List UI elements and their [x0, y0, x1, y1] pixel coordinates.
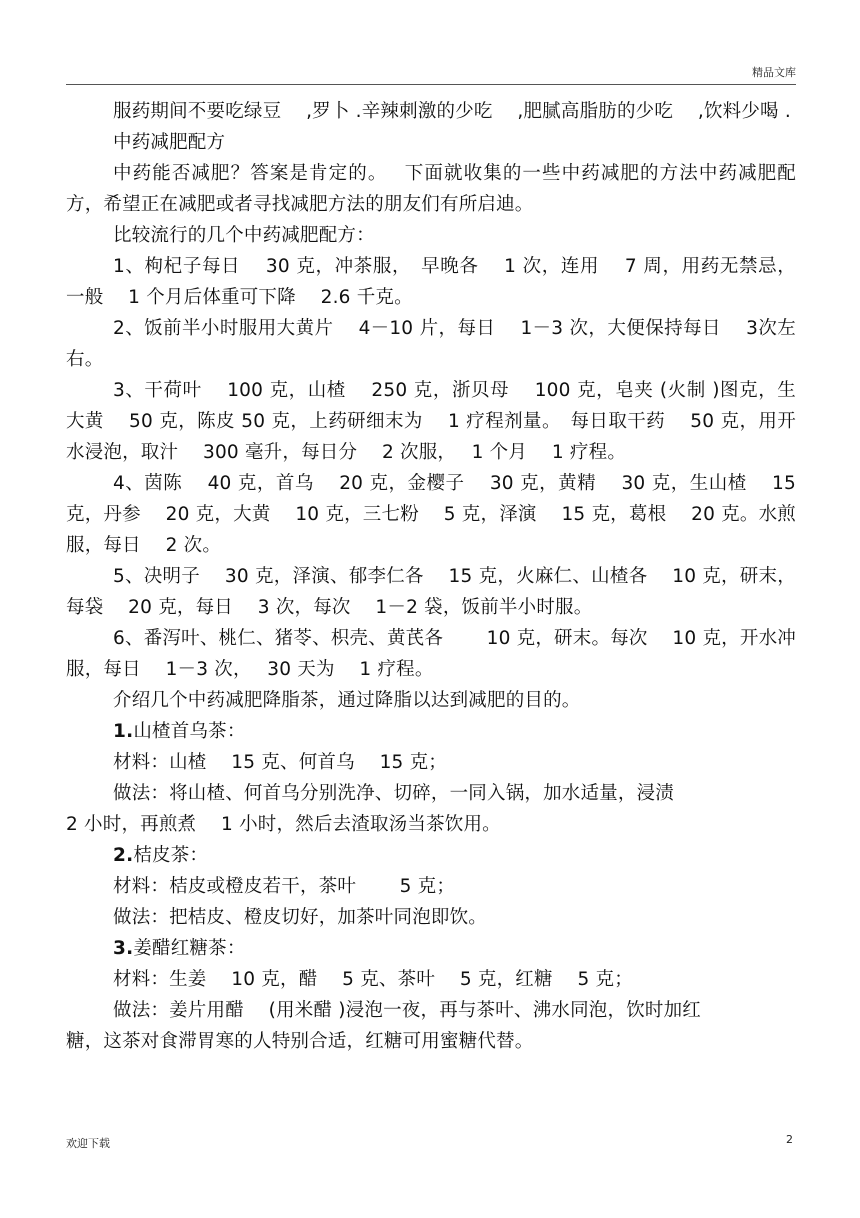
tea-3-materials: 材料：生姜 10 克，醋 5 克、茶叶 5 克，红糖 5 克；: [113, 969, 633, 990]
tea-2-number: 2.: [113, 845, 134, 866]
tea-1-method-continued: 2 小时，再煎煮 1 小时，然后去渣取汤当茶饮用。: [66, 814, 501, 835]
paragraph-precautions: 服药期间不要吃绿豆 ,罗卜 .辛辣刺激的少吃 ,肥腻高脂肪的少吃 ,饮料少喝 .: [113, 101, 791, 122]
tea-3-title: [66, 933, 796, 964]
page-number: 2: [786, 1133, 793, 1146]
tea-3-method: 做法：姜片用醋 (用米醋 )浸泡一夜，再与茶叶、沸水同泡，饮时加红: [113, 1000, 701, 1021]
page-header: [66, 58, 796, 85]
tea-2-name: 桔皮茶：: [133, 845, 209, 866]
paragraph-intro: 中药能否减肥？答案是肯定的。 下面就收集的一些中药减肥的方法中药减肥配方，希望正在减肥或者寻找减肥方法的朋友们有所启迪。: [66, 163, 796, 215]
section-heading: 中药减肥配方: [113, 132, 226, 153]
tea-2-title: [66, 840, 796, 871]
tea-1-method: 做法：将山楂、何首乌分别洗净、切碎，一同入锅，加水适量，浸渍: [113, 783, 675, 804]
tea-1-materials: 材料：山楂 15 克、何首乌 15 克；: [113, 752, 448, 773]
recipe-1: 1、枸杞子每日 30 克，冲茶服， 早晚各 1 次，连用 7 周，用药无禁忌，一般 1 个月后体重可下降 2.6 千克。: [66, 256, 796, 308]
tea-1-number: 1.: [113, 721, 134, 742]
tea-intro: 介绍几个中药减肥降脂茶，通过降脂以达到减肥的目的。: [113, 690, 581, 711]
document-body: [66, 96, 796, 1057]
paragraph-list-intro: 比较流行的几个中药减肥配方：: [113, 225, 375, 246]
tea-1-name: 山楂首乌茶：: [133, 721, 246, 742]
tea-1-title: [66, 716, 796, 747]
recipe-6: 6、番泻叶、桃仁、猪苓、枳壳、黄芪各 10 克，研末。每次 10 克，开水冲服，每日 1－3 次， 30 天为 1 疗程。: [66, 628, 796, 680]
recipe-4: 4、茵陈 40 克，首乌 20 克，金樱子 30 克，黄精 30 克，生山楂 15克，丹参 20 克，大黄 10 克，三七粉 5 克，泽演 15 克，葛根 20 克。水煎服，每日 2 次。: [66, 473, 796, 556]
recipe-3: 3、干荷叶 100 克，山楂 250 克，浙贝母 100 克，皂夹 (火制 )图克，生大黄 50 克，陈皮 50 克，上药研细末为 1 疗程剂量。 每日取干药 50 克，用开水浸泡，取汁 300 毫升，每日分 2 次服， 1 个月 1 疗程。: [66, 380, 796, 463]
header-label: 精品文库: [752, 66, 796, 79]
tea-3-number: 3.: [113, 938, 134, 959]
tea-3-method-continued: 糖，这茶对食滞胃寒的人特别合适，红糖可用蜜糖代替。: [66, 1031, 534, 1052]
footer-label: 欢迎下载: [66, 1137, 110, 1150]
recipe-5: 5、决明子 30 克，泽演、郁李仁各 15 克，火麻仁、山楂各 10 克，研末，每袋 20 克，每日 3 次，每次 1－2 袋，饭前半小时服。: [66, 566, 796, 618]
recipe-2: 2、饭前半小时服用大黄片 4－10 片，每日 1－3 次，大便保持每日 3次左右。: [66, 318, 796, 370]
tea-2-method: 做法：把桔皮、橙皮切好，加茶叶同泡即饮。: [113, 907, 488, 928]
tea-3-name: 姜醋红糖茶：: [133, 938, 246, 959]
tea-2-materials: 材料：桔皮或橙皮若干，茶叶 5 克；: [113, 876, 456, 897]
